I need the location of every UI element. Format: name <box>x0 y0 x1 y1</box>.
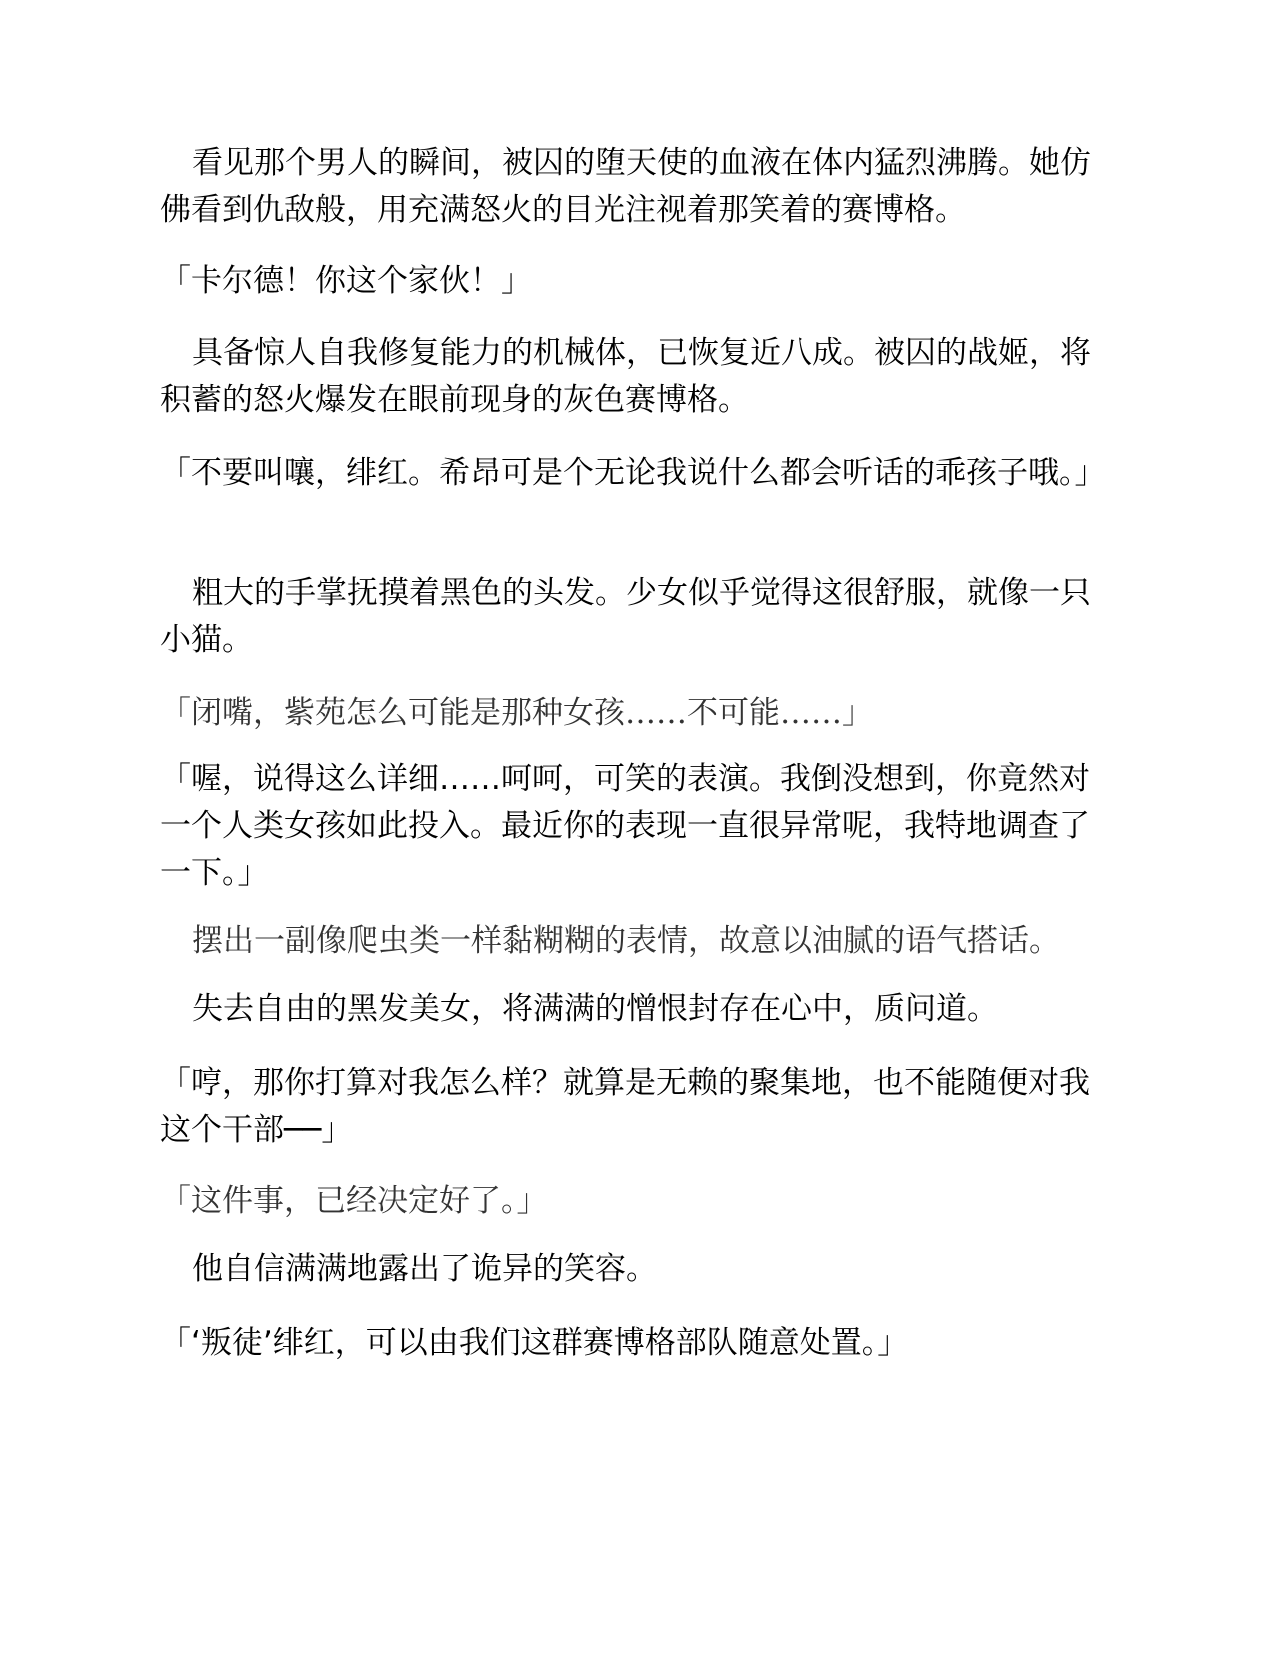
paragraph-6: 「闭嘴，紫苑怎么可能是那种女孩……不可能……」 <box>160 695 873 731</box>
paragraph-10: 「哼，那你打算对我怎么样？就算是无赖的聚集地，也不能随便对我这个干部──」 <box>160 1065 1090 1148</box>
paragraph-12: 他自信满满地露出了诡异的笑容。 <box>192 1251 657 1287</box>
paragraph-2: 「卡尔德！你这个家伙！」 <box>160 263 532 299</box>
paragraph-4: 「不要叫嚷，绯红。希昂可是个无论我说什么都会听话的乖孩子哦。」 <box>160 455 1106 491</box>
paragraph-3: 具备惊人自我修复能力的机械体，已恢复近八成。被囚的战姬，将积蓄的怒火爆发在眼前现身的灰色赛博格。 <box>160 335 1091 418</box>
paragraph-11: 「这件事，已经决定好了。」 <box>160 1183 548 1219</box>
paragraph-1: 看见那个男人的瞬间，被囚的堕天使的血液在体内猛烈沸腾。她仿佛看到仇敌般，用充满怒火的目光注视着那笑着的赛博格。 <box>160 145 1091 228</box>
paragraph-7: 「喔，说得这么详细……呵呵，可笑的表演。我倒没想到，你竟然对一个人类女孩如此投入。最近你的表现一直很异常呢，我特地调查了一下。」 <box>160 761 1090 891</box>
paragraph-13: 「‘叛徒’绯红，可以由我们这群赛博格部队随意处置。」 <box>160 1325 909 1361</box>
paragraph-5: 粗大的手掌抚摸着黑色的头发。少女似乎觉得这很舒服，就像一只小猫。 <box>160 575 1091 658</box>
paragraph-8: 摆出一副像爬虫类一样黏糊糊的表情，故意以油腻的语气搭话。 <box>192 923 1060 959</box>
paragraph-9: 失去自由的黑发美女，将满满的憎恨封存在心中，质问道。 <box>192 991 998 1027</box>
